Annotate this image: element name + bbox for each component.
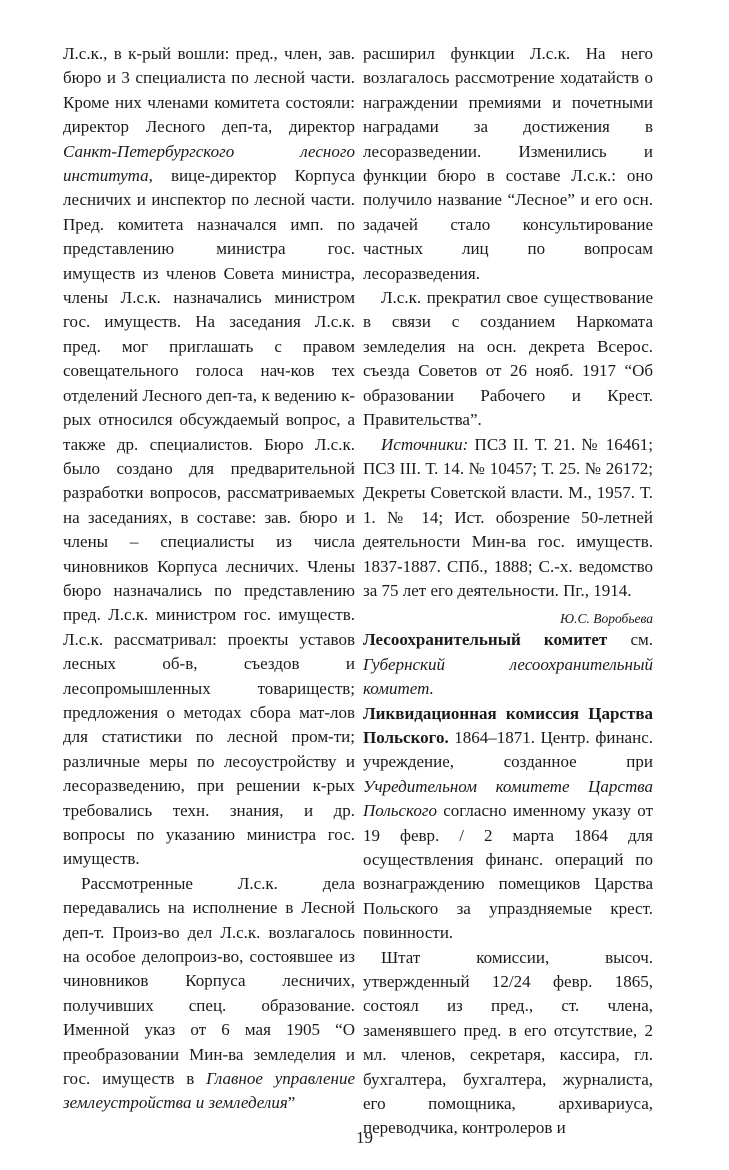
right-paragraph-2 (363, 286, 653, 432)
text-run: Ликвидационная комиссия Царства Польского. (363, 703, 653, 747)
text-run: см. (607, 630, 653, 650)
text-run: Главное управление землеустройства и земледелия (63, 1069, 355, 1113)
left-paragraph-1 (63, 42, 355, 872)
left-paragraph-2 (63, 872, 355, 1116)
left-column (63, 42, 355, 1116)
staff-paragraph (363, 946, 653, 1141)
text-run: ” (287, 1093, 296, 1113)
sources-note (363, 433, 653, 604)
article-author: Ю.С. Воробьева (560, 611, 653, 627)
text-run: Штат комиссии, высоч. утвержденный 12/24 февр. 1865, состоял из пред., ст. члена, заменявшего пред. в его отсутствие, 2 мл. членов, секретаря, кассира, гл. бухгалтера, бухгалтера, журналиста, его помощника, архивариуса, переводчика, контролеров и (363, 947, 653, 1138)
text-run: Губернский лесоохранительный комитет. (363, 654, 653, 699)
text-run: 1864–1871. Центр. финанс. учреждение, созданное при (363, 727, 653, 772)
text-run: ПСЗ II. Т. 21. № 16461; ПСЗ III. Т. 14. № 10457; Т. 25. № 26172; Декреты Советской власти. М., 1957. Т. 1. № 14; Ист. обозрение 50-летней деятельности Мин-ва гос. имуществ. 1837-1887. СПб., 1888; С.-х. ведомство за 75 лет его деятельности. Пг., 1914. (363, 434, 653, 600)
text-run: Рассмотренные Л.с.к. дела передавались на исполнение в Лесной деп-т. Произ-во дел Л.с.к. возлагалось на особое делопроиз-во, состоявшее из чиновников Корпуса лесничих, получивших спец. образование. Именной указ от 6 мая 1905 “О преобразовании Мин-ва земледелия и гос. имуществ в (63, 873, 355, 1089)
text-run: Санкт-Петербургского лесного института (63, 141, 355, 186)
entry-liquidation-commission (363, 702, 653, 946)
text-run: Источники: (381, 434, 469, 454)
text-run: Учредительном комитете Царства Польского (363, 776, 653, 821)
right-column (363, 42, 653, 1141)
text-run: Лесоохранительный комитет (363, 630, 608, 650)
text-run: расширил функции Л.с.к. На него возлагалось рассмотрение ходатайств о награждении премиями и почетными наградами за достижения в лесоразведении. Изменились и функции бюро в составе Л.с.к.: оно получило название “Лесное” и его осн. задачей стало консультирование частных лиц по вопросам лесоразведения. (363, 44, 653, 283)
text-run: , вице-директор Корпуса лесничих и инспектор по лесной части. Пред. комитета назначался имп. по представлению министра гос. имуществ из членов Совета министра, члены Л.с.к. назначались министром гос. имуществ. На заседания Л.с.к. пред. мог приглашать с правом совещательного голоса нач-ков тех отделений Лесного деп-та, к ведению к-рых относился обсуждаемый вопрос, а также др. специалистов. Бюро Л.с.к. было создано для предварительной разработки вопросов, рассматриваемых на заседаниях, в составе: зав. бюро и члены – специалисты из числа чиновников Корпуса лесничих. Члены бюро назначались по представлению пред. Л.с.к. министром гос. имуществ. Л.с.к. рассматривал: проекты уставов лесных об-в, съездов и лесопромышленных товариществ; предложения о методах сбора мат-лов для статистики по лесной пром-ти; различные меры по лесоустройству и лесоразведению, при решении к-рых требовались техн. знания, и др. вопросы по указанию министра гос. имуществ. (63, 166, 355, 869)
text-run: согласно именному указу от 19 февр. / 2 марта 1864 для осуществления финанс. операций по вознаграждению помещиков Царства Польского за упраздняемые крест. повинности. (363, 801, 653, 943)
page-number: 19 (356, 1128, 373, 1147)
text-run: Л.с.к. прекратил свое существование в связи с созданием Наркомата земледелия на осн. декрета Всерос. съезда Советов от 26 нояб. 1917 “Об образовании Рабочего и Крест. Правительства”. (363, 288, 653, 430)
right-paragraph-1 (363, 42, 653, 286)
text-run: Л.с.к., в к-рый вошли: пред., член, зав. бюро и 3 специалиста по лесной части. Кроме них членами комитета состояли: директор Лесного деп-та, директор (63, 44, 355, 137)
entry-forest-protection-committee (363, 628, 653, 701)
